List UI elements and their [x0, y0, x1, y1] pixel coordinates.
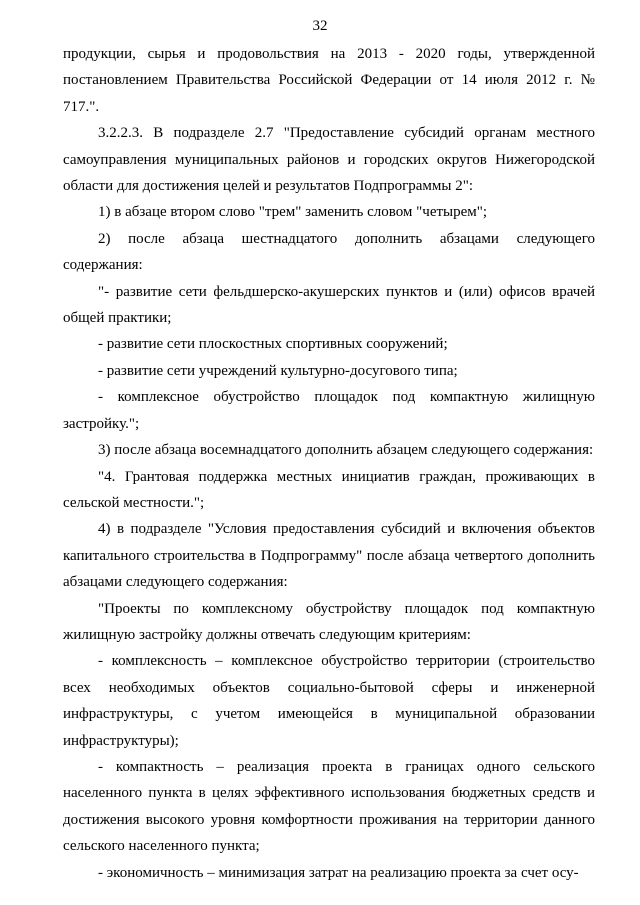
paragraph: - экономичность – минимизация затрат на реализацию проекта за счет осу- [98, 864, 579, 881]
paragraph: - комплексность – комплексное обустройство территории (строительство всех необходимых объектов социально-бытовой сферы и инженерной инфраструктуры, с учетом имеющейся в муниципальной образовании инфраструктуры); [63, 653, 595, 749]
body-text [63, 41, 595, 886]
paragraph: 2) после абзаца шестнадцатого дополнить абзацами следующего содержания: [63, 230, 595, 274]
paragraph: продукции, сырья и продовольствия на 2013 - 2020 годы, утвержденной постановлением Правительства Российской Федерации от 14 июля 2012 г. № 717.". [63, 46, 595, 115]
paragraph: - развитие сети плоскостных спортивных сооружений; [98, 336, 448, 353]
paragraph: 3) после абзаца восемнадцатого дополнить абзацем следующего содержания: [98, 442, 594, 459]
paragraph: - развитие сети учреждений культурно-досугового типа; [98, 362, 458, 379]
paragraph: 4) в подразделе "Условия предоставления субсидий и включения объектов капитального строительства в Подпрограмму" после абзаца четвертого дополнить абзацами следующего содержания: [63, 521, 595, 591]
paragraph: 3.2.2.3. В подразделе 2.7 "Предоставление субсидий органам местного самоуправления муниципальных районов и городских округов Нижегородской области для достижения целей и результатов Подпрограммы 2": [63, 125, 595, 195]
paragraph: - компактность – реализация проекта в границах одного сельского населенного пункта в целях эффективного использования бюджетных средств и достижения высокого уровня комфортности проживания на территории данного сельского населенного пункта; [63, 758, 595, 855]
paragraph: "4. Грантовая поддержка местных инициатив граждан, проживающих в сельской местности."; [63, 468, 595, 511]
paragraph: "Проекты по комплексному обустройству площадок под компактную жилищную застройку должны отвечать следующим критериям: [63, 600, 595, 643]
page-number: 32 [312, 18, 328, 34]
paragraph: "- развитие сети фельдшерско-акушерских пунктов и (или) офисов врачей общей практики; [63, 283, 595, 327]
paragraph: - комплексное обустройство площадок под компактную жилищную застройку."; [63, 389, 595, 432]
paragraph: 1) в абзаце втором слово "трем" заменить словом "четырем"; [98, 204, 488, 221]
